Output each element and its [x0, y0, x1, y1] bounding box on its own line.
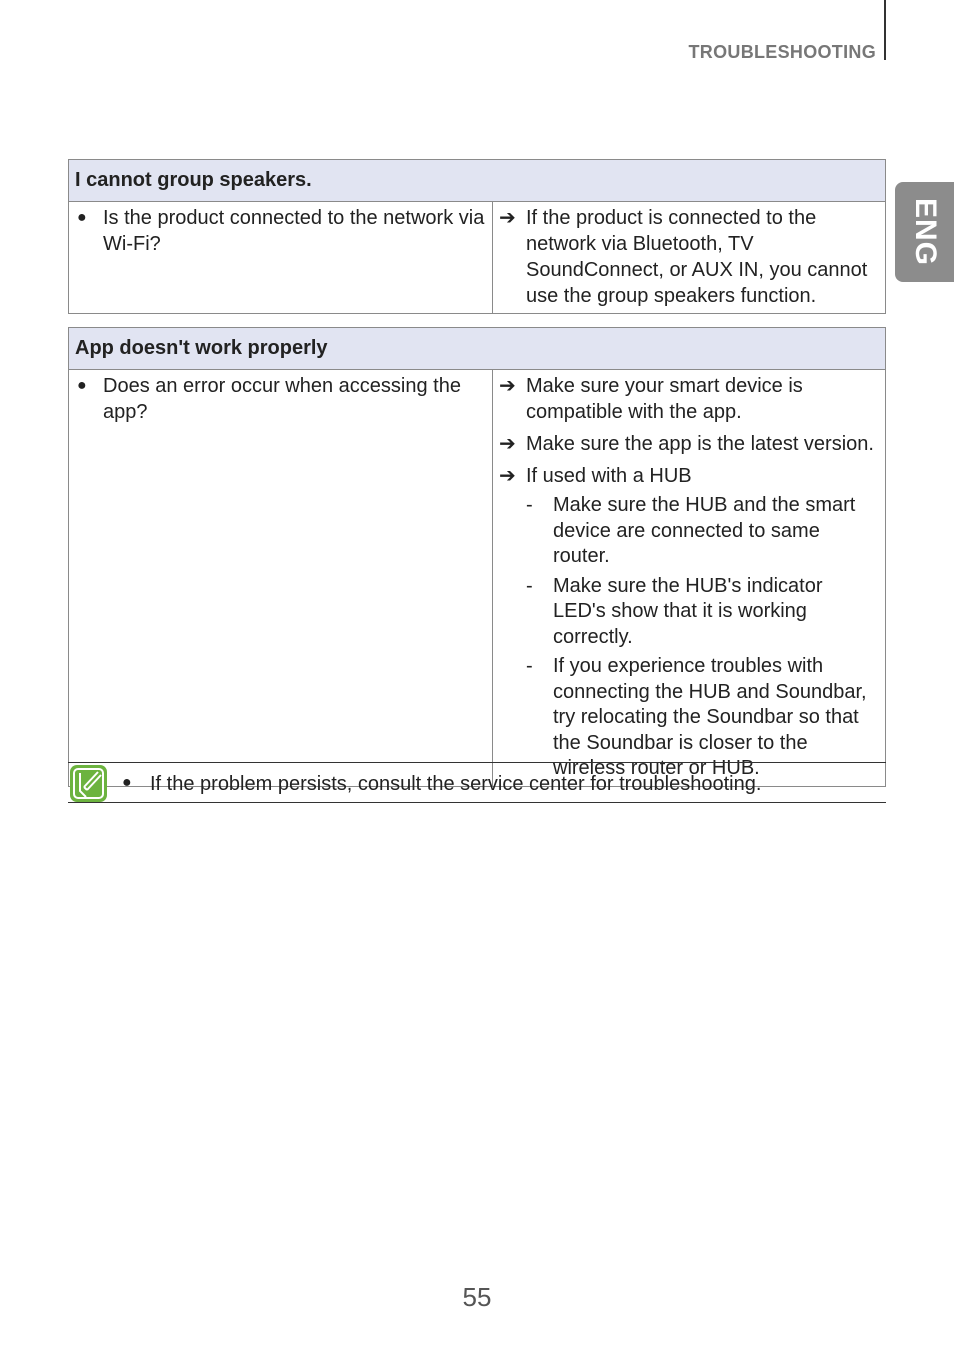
table-title: App doesn't work properly — [69, 328, 886, 370]
problem-text: Is the product connected to the network via Wi-Fi? — [103, 207, 485, 255]
solution-item — [499, 431, 879, 457]
hub-sub-text: Make sure the HUB and the smart device are connected to same router. — [553, 494, 856, 567]
solution-text: If used with a HUB — [526, 465, 692, 487]
problem-item — [77, 373, 486, 425]
arrow-right-icon: ➔ — [499, 433, 516, 455]
solution-cell — [493, 202, 886, 314]
section-title: TROUBLESHOOTING — [688, 42, 876, 62]
note-pencil-icon — [68, 763, 109, 804]
bullet-icon: ● — [77, 377, 87, 394]
hub-sub-item — [499, 493, 879, 570]
arrow-right-icon: ➔ — [499, 465, 516, 487]
solution-text: Make sure your smart device is compatible with the app. — [526, 375, 803, 423]
solution-text: Make sure the app is the latest version. — [526, 433, 874, 455]
solution-cell — [493, 370, 886, 787]
page-number: 55 — [462, 1282, 492, 1312]
dash-marker: - — [526, 494, 533, 516]
solution-text: If the product is connected to the network via Bluetooth, TV SoundConnect, or AUX IN, you cannot use the group speakers function. — [526, 207, 868, 307]
note-box — [68, 762, 886, 803]
table-title: I cannot group speakers. — [69, 160, 886, 202]
arrow-right-icon: ➔ — [499, 375, 516, 397]
solution-item — [499, 205, 879, 309]
troubleshoot-table-app — [68, 327, 886, 787]
note-text: If the problem persists, consult the service center for troubleshooting. — [150, 773, 762, 795]
language-tab-label: ENG — [908, 197, 942, 267]
problem-text: Does an error occur when accessing the app? — [103, 375, 461, 423]
hub-sub-text: If you experience troubles with connecting the HUB and Soundbar, try relocating the Soundbar so that the Soundbar is closer to the wireless router or HUB. — [553, 655, 867, 779]
dash-marker: - — [526, 655, 533, 677]
problem-cell — [69, 370, 493, 787]
problem-item — [77, 205, 486, 257]
dash-marker: - — [526, 574, 533, 597]
problem-cell — [69, 202, 493, 314]
hub-sub-item — [499, 574, 879, 651]
bullet-icon: ● — [77, 209, 87, 226]
hub-sub-text: Make sure the HUB's indicator LED's show that it is working correctly. — [553, 574, 823, 648]
language-tab — [895, 182, 954, 282]
troubleshoot-table-group-speakers — [68, 159, 886, 314]
solution-item — [499, 373, 879, 425]
solution-item — [499, 463, 879, 782]
arrow-right-icon: ➔ — [499, 207, 516, 229]
bullet-icon: ● — [122, 774, 132, 791]
header-rule — [884, 0, 886, 60]
